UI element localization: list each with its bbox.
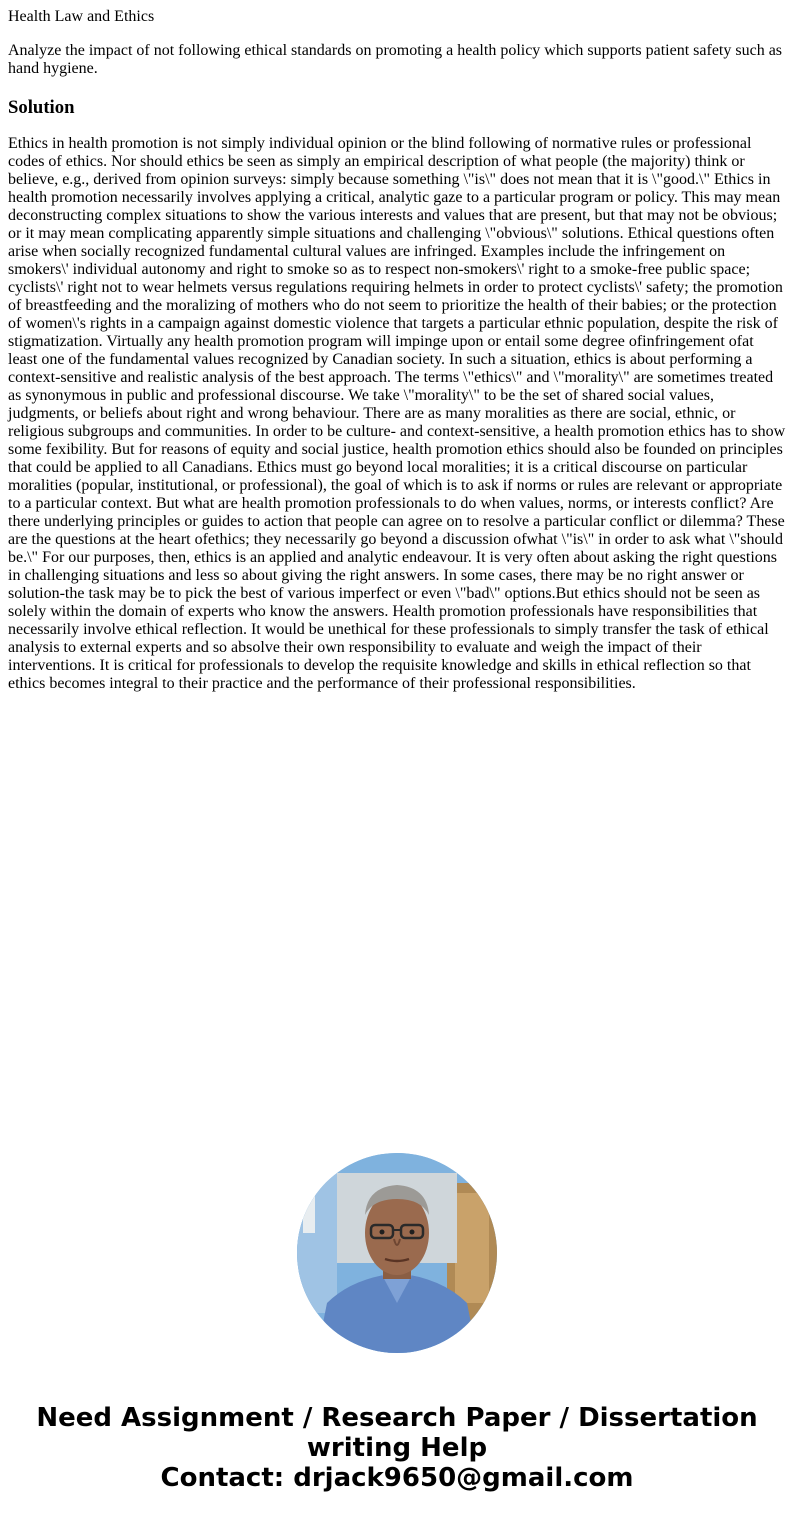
question-text: Analyze the impact of not following ethical standards on promoting a health policy which supports patient safety such as hand hygiene. bbox=[8, 42, 783, 77]
promo-contact: Contact: drjack9650@gmail.com bbox=[160, 1463, 634, 1493]
solution-text: Ethics in health promotion is not simply individual opinion or the blind following of normative rules or professional codes of ethics. Nor should ethics be seen as simply an empirical description of what people (the majority) think or believe, e.g., derived from opinion surveys: simply because something \"is\" does not mean that it is \"good.\" Ethics in health promotion necessarily involves applying a critical, analytic gaze to a particular program or policy. This may mean deconstructing complex situations to show the various interests and values that are present, but that may not be obvious; or it may mean complicating apparently simple situations and challenging \"obvious\" solutions. Ethical questions often arise when socially recognized fundamental cultural values are infringed. Examples include the infringement on smokers\' individual autonomy and right to smoke so as to respect non-smokers\' right to a smoke-free public space; cyclists\' right not to wear helmets versus regulations requiring helmets in order to protect cyclists\' safety; the promotion of breastfeeding and the moralizing of mothers who do not seem to prioritize the health of their babies; or the protection of women\'s rights in a campaign against domestic violence that targets a particular ethnic population, despite the risk of stigmatization. Virtually any health promotion program will impinge upon or entail some degree ofinfringement ofat least one of the fundamental values recognized by Canadian society. In such a situation, ethics is about performing a context-sensitive and realistic analysis of the best approach. The terms \"ethics\" and \"morality\" are sometimes treated as synonymous in public and professional discourse. We take \"morality\" to be the set of shared social values, judgments, or beliefs about right and wrong behaviour. There are as many moralities as there are social, ethnic, or religious subgroups and communities. In order to be culture- and context-sensitive, a health promotion ethics has to show some fexibility. But for reasons of equity and social justice, health promotion ethics should also be founded on principles that could be applied to all Canadians. Ethics must go beyond local moralities; it is a critical discourse on particular moralities (popular, institutional, or professional), the goal of which is to ask if norms or rules are relevant or appropriate to a particular context. But what are health promotion professionals to do when values, norms, or interests conflict? Are there underlying principles or guides to action that people can agree on to resolve a particular conflict or dilemma? These are the questions at the heart ofethics; they necessarily go beyond a discussion ofwhat \"is\" in order to ask what \"should be.\" For our purposes, then, ethics is an applied and analytic endeavour. It is very often about asking the right questions in challenging situations and less so about giving the right answers. In some cases, there may be no right answer or solution-the task may be to pick the best of various imperfect or even \"bad\" options.But ethics should not be seen as solely within the domain of experts who know the answers. Health promotion professionals have responsibilities that necessarily involve ethical reflection. It would be unethical for these professionals to simply transfer the task of ethical analysis to external experts and so absolve their own responsibility to evaluate and weigh the impact of their interventions. It is critical for professionals to develop the requisite knowledge and skills in ethical reflection so that ethics becomes integral to their practice and the performance of their professional responsibilities. bbox=[8, 135, 786, 692]
promo-line-2: writing Help bbox=[306, 1433, 488, 1463]
promo-line-1: Need Assignment / Research Paper / Dissertation bbox=[36, 1403, 758, 1433]
document-content bbox=[8, 0, 786, 693]
promo-banner bbox=[0, 1403, 794, 1493]
author-avatar bbox=[297, 1153, 497, 1353]
course-title: Health Law and Ethics bbox=[8, 8, 155, 25]
author-photo bbox=[297, 1153, 497, 1353]
solution-heading: Solution bbox=[8, 97, 75, 118]
